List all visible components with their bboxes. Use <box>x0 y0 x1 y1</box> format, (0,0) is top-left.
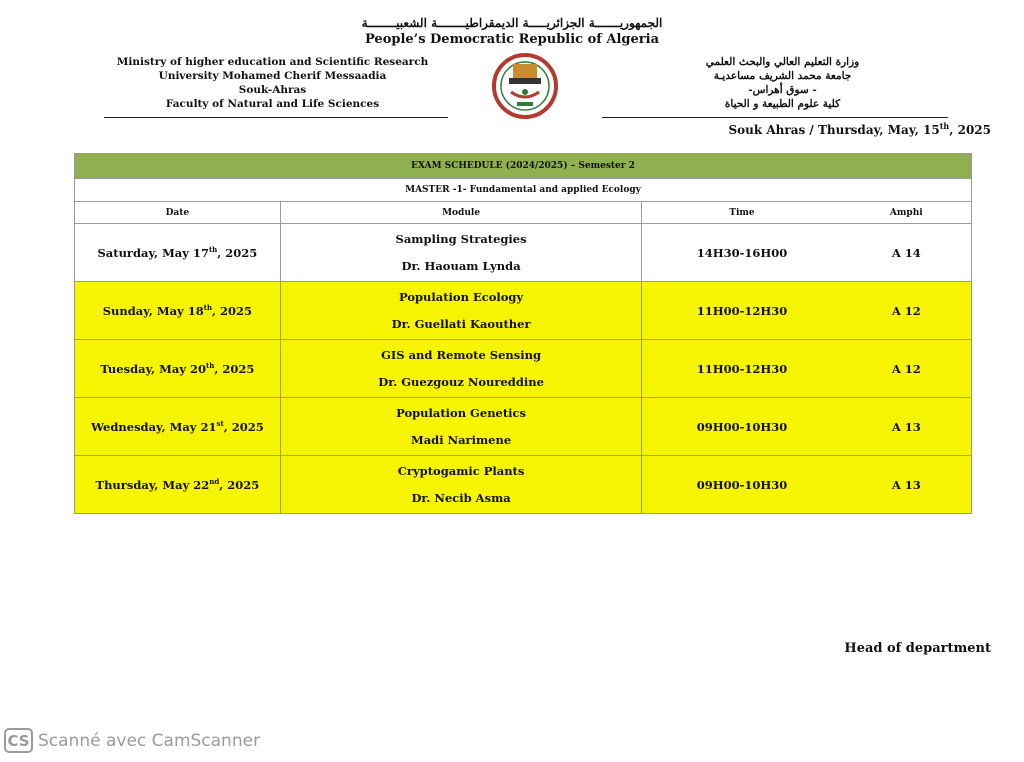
teacher-name: Madi Narimene <box>411 433 512 447</box>
exam-module <box>280 340 642 398</box>
exam-time: 11H00-12H30 <box>642 282 842 340</box>
table-row <box>75 340 972 398</box>
module-name: Sampling Strategies <box>395 232 527 246</box>
teacher-name: Dr. Guezgouz Noureddine <box>378 375 544 389</box>
camscanner-icon: CS <box>4 728 33 753</box>
exam-amphi: A 13 <box>842 456 972 514</box>
module-name: Cryptogamic Plants <box>397 464 525 478</box>
arabic-republic-title: الجمهوريـــــــة الجزائريـــــة الديمقراطيــــــــة الشعبيــــــــة <box>361 16 663 30</box>
module-name: Population Ecology <box>399 290 524 304</box>
exam-time: 09H00-10H30 <box>642 398 842 456</box>
exam-date: Wednesday, May 21st, 2025 <box>75 398 281 456</box>
column-header-amphi: Amphi <box>842 202 972 224</box>
institution-block-ar <box>640 55 925 111</box>
module-name: GIS and Remote Sensing <box>381 348 542 362</box>
camscanner-text: Scanné avec CamScanner <box>38 730 261 751</box>
university-name-ar: جامعة محمد الشريف مساعديـة <box>713 70 852 82</box>
exam-module <box>280 282 642 340</box>
teacher-name: Dr. Necib Asma <box>411 491 511 505</box>
institution-block-en <box>110 55 435 111</box>
exam-date: Tuesday, May 20th, 2025 <box>75 340 281 398</box>
divider-left <box>104 117 448 118</box>
teacher-name: Dr. Guellati Kaouther <box>391 317 531 331</box>
document-date: Souk Ahras / Thursday, May, 15th, 2025 <box>728 121 991 137</box>
exam-module <box>280 224 642 282</box>
exam-schedule-table <box>74 153 972 514</box>
signature-label: Head of department <box>844 641 991 656</box>
column-header-date: Date <box>75 202 281 224</box>
table-row <box>75 456 972 514</box>
exam-amphi: A 14 <box>842 224 972 282</box>
english-republic-title: People’s Democratic Republic of Algeria <box>365 32 659 47</box>
exam-amphi: A 12 <box>842 340 972 398</box>
exam-time: 11H00-12H30 <box>642 340 842 398</box>
university-name: University Mohamed Cherif Messaadia <box>158 70 387 82</box>
exam-amphi: A 13 <box>842 398 972 456</box>
city-name-ar: - سوق أهراس- <box>748 84 817 96</box>
exam-time: 09H00-10H30 <box>642 456 842 514</box>
exam-amphi: A 12 <box>842 282 972 340</box>
camscanner-watermark <box>4 728 260 753</box>
table-row <box>75 282 972 340</box>
table-header-row <box>75 202 972 224</box>
exam-date: Thursday, May 22nd, 2025 <box>75 456 281 514</box>
faculty-name-ar: كلية علوم الطبيعة و الحياة <box>724 98 841 110</box>
schedule-title: EXAM SCHEDULE (2024/2025) – Semester 2 <box>75 154 972 179</box>
table-subtitle-row <box>75 179 972 202</box>
program-name: MASTER -1- Fundamental and applied Ecology <box>75 179 972 202</box>
exam-module <box>280 456 642 514</box>
table-row <box>75 398 972 456</box>
faculty-name: Faculty of Natural and Life Sciences <box>165 98 380 110</box>
table-title-row <box>75 154 972 179</box>
ministry-name: Ministry of higher education and Scientific Research <box>116 56 429 68</box>
column-header-module: Module <box>280 202 642 224</box>
exam-date: Sunday, May 18th, 2025 <box>75 282 281 340</box>
divider-right <box>602 117 948 118</box>
exam-module <box>280 398 642 456</box>
module-name: Population Genetics <box>396 406 527 420</box>
teacher-name: Dr. Haouam Lynda <box>401 259 521 273</box>
column-header-time: Time <box>642 202 842 224</box>
city-name: Souk-Ahras <box>238 84 307 96</box>
exam-date: Saturday, May 17th, 2025 <box>75 224 281 282</box>
table-row <box>75 224 972 282</box>
university-seal-icon <box>487 48 563 120</box>
ministry-name-ar: وزارة التعليم العالي والبحث العلمي <box>705 56 860 68</box>
exam-time: 14H30-16H00 <box>642 224 842 282</box>
